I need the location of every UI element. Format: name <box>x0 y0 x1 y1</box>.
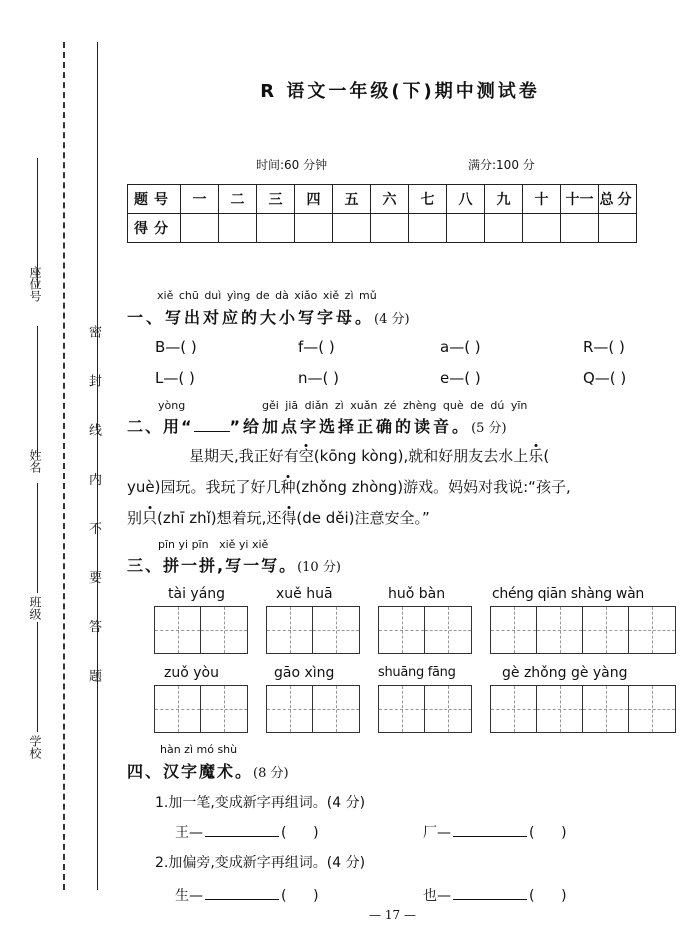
pinyin-choice[interactable]: (zhī zhǐ)想着玩,还 <box>157 509 282 527</box>
score-input-cell[interactable] <box>371 214 409 243</box>
q2-line-3 <box>127 503 692 534</box>
q4-sub2: 2.加偏旁,变成新字再组词。(4 分) <box>155 855 366 871</box>
group-pinyin: tài yáng <box>168 586 226 602</box>
group-pinyin: gè zhǒng gè yàng <box>502 665 628 681</box>
grid-cell[interactable] <box>379 607 425 653</box>
group-pinyin: shuāng fāng <box>378 665 456 680</box>
grid-cell[interactable] <box>379 686 425 732</box>
q3-points: (10 分) <box>297 560 341 575</box>
writing-group <box>378 586 472 654</box>
name-label: 姓名 <box>28 449 42 473</box>
score-header-cell: 总分 <box>599 185 637 214</box>
score-row-label: 得分 <box>128 214 181 243</box>
q1-item[interactable]: f—( ) <box>298 338 335 356</box>
writing-group <box>154 665 248 733</box>
pinyin-choice[interactable]: (zhǒng zhòng)游戏。妈妈对我说:“孩子, <box>295 478 571 496</box>
seat-number-label: 座位号 <box>28 266 42 302</box>
grid-cell[interactable] <box>201 686 247 732</box>
q1-heading <box>127 305 410 328</box>
answer-paren[interactable]: ( ) <box>529 825 567 841</box>
grid-cell[interactable] <box>155 607 201 653</box>
q1-item[interactable]: a—( ) <box>440 338 481 356</box>
school-label: 学校 <box>28 735 42 759</box>
group-pinyin: xuě huā <box>276 586 333 602</box>
q2-heading <box>127 414 507 437</box>
pinyin-choice[interactable]: (de děi)注意安全。” <box>296 509 430 527</box>
dotted-char: 只 <box>142 509 158 527</box>
seal-line-notice: 密 封 线 内 不 要 答 题 <box>86 325 101 698</box>
q2-passage <box>127 441 692 534</box>
score-header-cell: 三 <box>257 185 295 214</box>
class-line <box>37 483 38 593</box>
score-header-cell: 六 <box>371 185 409 214</box>
q4-title: 四、汉字魔术。 <box>127 762 254 781</box>
score-header-cell: 题号 <box>128 185 181 214</box>
grid-cell[interactable] <box>313 686 359 732</box>
pinyin-choice[interactable]: (kōng kòng),就和好朋友去水上 <box>313 447 529 465</box>
pinyin-choice[interactable]: yuè)园玩。我玩了好几 <box>127 478 281 496</box>
writing-grid[interactable] <box>266 606 360 654</box>
grid-cell[interactable] <box>629 686 675 732</box>
writing-grid[interactable] <box>378 606 472 654</box>
q2-line-2 <box>127 472 692 503</box>
score-input-cell[interactable] <box>409 214 447 243</box>
score-header-cell: 十一 <box>561 185 599 214</box>
q1-points: (4 分) <box>374 312 410 327</box>
page-title: R 语文一年级(下)期中测试卷 <box>260 81 540 102</box>
score-input-cell[interactable] <box>561 214 599 243</box>
q1-item[interactable]: Q—( ) <box>583 369 627 387</box>
writing-grid[interactable] <box>154 685 248 733</box>
answer-line[interactable] <box>453 885 527 900</box>
grid-cell[interactable] <box>491 607 537 653</box>
q2-points: (5 分) <box>471 421 507 436</box>
score-header-cell: 七 <box>409 185 447 214</box>
q4-heading <box>127 759 289 782</box>
dotted-char: 得 <box>281 509 297 527</box>
writing-group <box>266 665 360 733</box>
score-input-cell[interactable] <box>181 214 219 243</box>
q2-title-a: 二、用“ <box>127 417 194 436</box>
score-header-cell: 四 <box>295 185 333 214</box>
grid-cell[interactable] <box>313 607 359 653</box>
writing-group <box>266 586 360 654</box>
q4-points: (8 分) <box>253 766 289 781</box>
page-number: — 17 — <box>369 908 416 922</box>
grid-cell[interactable] <box>425 686 471 732</box>
q4-sub2-item <box>423 885 567 905</box>
score-input-cell[interactable] <box>599 214 637 243</box>
grid-cell[interactable] <box>267 686 313 732</box>
dotted-char: 空 <box>298 447 314 465</box>
grid-cell[interactable] <box>629 607 675 653</box>
writing-group <box>154 586 248 654</box>
q2-pinyin: gěi jiā diǎn zì xuǎn zé zhèng què de dú yīn <box>262 399 528 412</box>
grid-cell[interactable] <box>537 686 583 732</box>
q4-pinyin: hàn zì mó shù <box>160 743 238 756</box>
score-table-header-row <box>128 185 637 214</box>
writing-group <box>378 665 472 733</box>
binding-dashed-line <box>63 42 65 890</box>
answer-blank <box>194 415 230 432</box>
q2-line-1 <box>127 441 692 472</box>
score-header-cell: 九 <box>485 185 523 214</box>
group-pinyin: gāo xìng <box>274 665 335 681</box>
score-header-cell: 八 <box>447 185 485 214</box>
grid-cell[interactable] <box>583 686 629 732</box>
grid-cell[interactable] <box>267 607 313 653</box>
score-input-cell[interactable] <box>523 214 561 243</box>
writing-grid[interactable] <box>490 606 676 654</box>
group-pinyin: zuǒ yòu <box>164 665 219 681</box>
dotted-char: 乐 <box>528 447 544 465</box>
score-table <box>127 184 637 243</box>
base-char: 厂— <box>423 825 451 841</box>
q1-item[interactable]: B—( ) <box>155 338 197 356</box>
q4-sub1: 1.加一笔,变成新字再组词。(4 分) <box>155 795 366 811</box>
passage-text: 别 <box>127 509 143 527</box>
passage-text: ( <box>543 447 550 465</box>
q3-pinyin: pīn yi pīn xiě yi xiě <box>158 538 269 551</box>
score-input-cell[interactable] <box>333 214 371 243</box>
base-char: 王— <box>175 825 203 841</box>
answer-line[interactable] <box>205 885 279 900</box>
q1-item[interactable]: e—( ) <box>440 369 481 387</box>
q1-item[interactable]: R—( ) <box>583 338 625 356</box>
q3-title: 三、拼一拼,写一写。 <box>127 556 298 575</box>
score-input-cell[interactable] <box>295 214 333 243</box>
q1-pinyin: xiě chū duì yìng de dà xiǎo xiě zì mǔ <box>157 289 377 302</box>
score-header-cell: 一 <box>181 185 219 214</box>
answer-paren[interactable]: ( ) <box>281 825 319 841</box>
name-line <box>37 326 38 456</box>
q2-title-b: ”给加点字选择正确的读音。 <box>229 417 472 436</box>
grid-cell[interactable] <box>583 607 629 653</box>
q1-item[interactable]: n—( ) <box>298 369 339 387</box>
grid-cell[interactable] <box>201 607 247 653</box>
writing-group <box>490 586 676 654</box>
score-header-cell: 二 <box>219 185 257 214</box>
exam-time: 时间:60 分钟 <box>256 158 328 172</box>
class-label: 班级 <box>28 596 42 620</box>
q3-heading <box>127 553 341 576</box>
grid-cell[interactable] <box>537 607 583 653</box>
q4-sub1-item <box>175 822 319 842</box>
q4-sub1-item <box>423 822 567 842</box>
score-input-cell[interactable] <box>447 214 485 243</box>
score-input-cell[interactable] <box>219 214 257 243</box>
answer-line[interactable] <box>453 822 527 837</box>
q1-title: 一、写出对应的大小写字母。 <box>127 308 375 327</box>
grid-cell[interactable] <box>425 607 471 653</box>
score-input-cell[interactable] <box>485 214 523 243</box>
grid-cell[interactable] <box>491 686 537 732</box>
score-input-cell[interactable] <box>257 214 295 243</box>
school-line <box>37 622 38 732</box>
group-pinyin: huǒ bàn <box>388 586 446 602</box>
dotted-char: 种 <box>280 478 296 496</box>
base-char: 生— <box>175 888 203 904</box>
writing-group <box>490 665 676 733</box>
answer-line[interactable] <box>205 822 279 837</box>
writing-grid[interactable] <box>378 685 472 733</box>
answer-paren[interactable]: ( ) <box>529 888 567 904</box>
score-table-score-row <box>128 214 637 243</box>
writing-grid[interactable] <box>266 685 360 733</box>
base-char: 也— <box>423 888 451 904</box>
q1-item[interactable]: L—( ) <box>155 369 195 387</box>
full-score: 满分:100 分 <box>468 158 535 172</box>
writing-grid[interactable] <box>154 606 248 654</box>
score-header-cell: 五 <box>333 185 371 214</box>
q4-sub2-item <box>175 885 319 905</box>
writing-grid[interactable] <box>490 685 676 733</box>
score-header-cell: 十 <box>523 185 561 214</box>
answer-paren[interactable]: ( ) <box>281 888 319 904</box>
grid-cell[interactable] <box>155 686 201 732</box>
group-pinyin: chéng qiān shàng wàn <box>492 586 644 602</box>
passage-text: 星期天,我正好有 <box>189 447 299 465</box>
q2-pinyin-yong: yòng <box>158 399 186 412</box>
